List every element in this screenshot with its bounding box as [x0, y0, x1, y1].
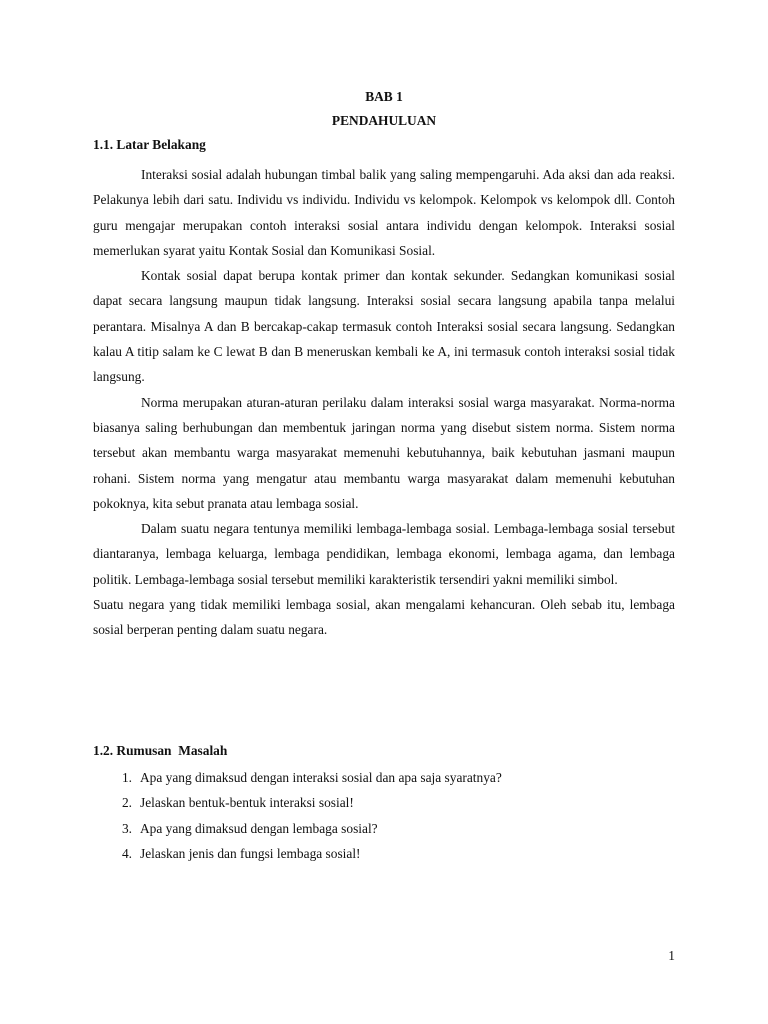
- list-item-text: Jelaskan jenis dan fungsi lembaga sosial!: [140, 845, 361, 861]
- list-item-number: 3.: [121, 820, 132, 836]
- list-item: [93, 841, 502, 866]
- chapter-title: PENDAHULUAN: [331, 113, 437, 128]
- paragraph: Interaksi sosial adalah hubungan timbal balik yang saling mempengaruhi. Ada aksi dan ada reaksi. Pelakunya lebih dari satu. Individu vs individu. Individu vs kelompok. Kelompok vs kelompok dll. Contoh guru mengajar merupakan contoh interaksi sosial antara individu dengan kelompok. Interaksi sosial memerlukan syarat yaitu Kontak Sosial dan Komunikasi Sosial.: [93, 167, 675, 258]
- paragraph: Norma merupakan aturan-aturan perilaku dalam interaksi sosial warga masyarakat. Norma-norma biasanya saling berhubungan dan membentuk jaringan norma yang disebut sistem norma. Sistem norma tersebut akan membantu warga masyarakat memenuhi kebutuhannya, baik kebutuhan jasmani maupun rohani. Sistem norma yang mengatur atau membantu warga masyarakat dalam memenuhi kebutuhan pokoknya, kita sebut pranata atau lembaga sosial.: [93, 394, 675, 511]
- chapter-number: BAB 1: [365, 89, 403, 104]
- paragraph: Dalam suatu negara tentunya memiliki lembaga-lembaga sosial. Lembaga-lembaga sosial tersebut diantaranya, lembaga keluarga, lembaga pendidikan, lembaga ekonomi, lembaga agama, dan lembaga politik. Lembaga-lembaga sosial tersebut memiliki karakteristik tersendiri yakni memiliki simbol.: [93, 521, 675, 587]
- document-page: [93, 0, 675, 1024]
- list-item: [93, 765, 502, 790]
- paragraph: Suatu negara yang tidak memiliki lembaga sosial, akan mengalami kehancuran. Oleh sebab itu, lembaga sosial berperan penting dalam suatu negara.: [93, 597, 675, 638]
- list-item-text: Apa yang dimaksud dengan interaksi sosial dan apa saja syaratnya?: [140, 770, 502, 785]
- list-item-text: Jelaskan bentuk-bentuk interaksi sosial!: [140, 795, 354, 811]
- section-heading-latar-belakang: 1.1. Latar Belakang: [93, 137, 206, 152]
- list-item: [93, 790, 502, 815]
- list-item-number: 4.: [121, 845, 132, 861]
- list-item-text: Apa yang dimaksud dengan lembaga sosial?: [140, 820, 378, 836]
- page-number: 1: [668, 948, 675, 963]
- list-item-number: 2.: [121, 795, 132, 811]
- section-body-latar-belakang: [93, 162, 675, 643]
- paragraph: Kontak sosial dapat berupa kontak primer dan kontak sekunder. Sedangkan komunikasi sosial dapat secara langsung maupun tidak langsung. Interaksi sosial secara langsung apabila tanpa melalui perantara. Misalnya A dan B bercakap-cakap termasuk contoh Interaksi sosial secara langsung. Sedangkan kalau A titip salam ke C lewat B dan B meneruskan kembali ke A, ini termasuk contoh interaksi sosial tidak langsung.: [93, 268, 675, 385]
- list-item: [93, 816, 502, 841]
- section-heading-rumusan-masalah: 1.2. Rumusan Masalah: [93, 743, 228, 758]
- list-item-number: 1.: [121, 770, 132, 785]
- problem-list: [93, 765, 502, 866]
